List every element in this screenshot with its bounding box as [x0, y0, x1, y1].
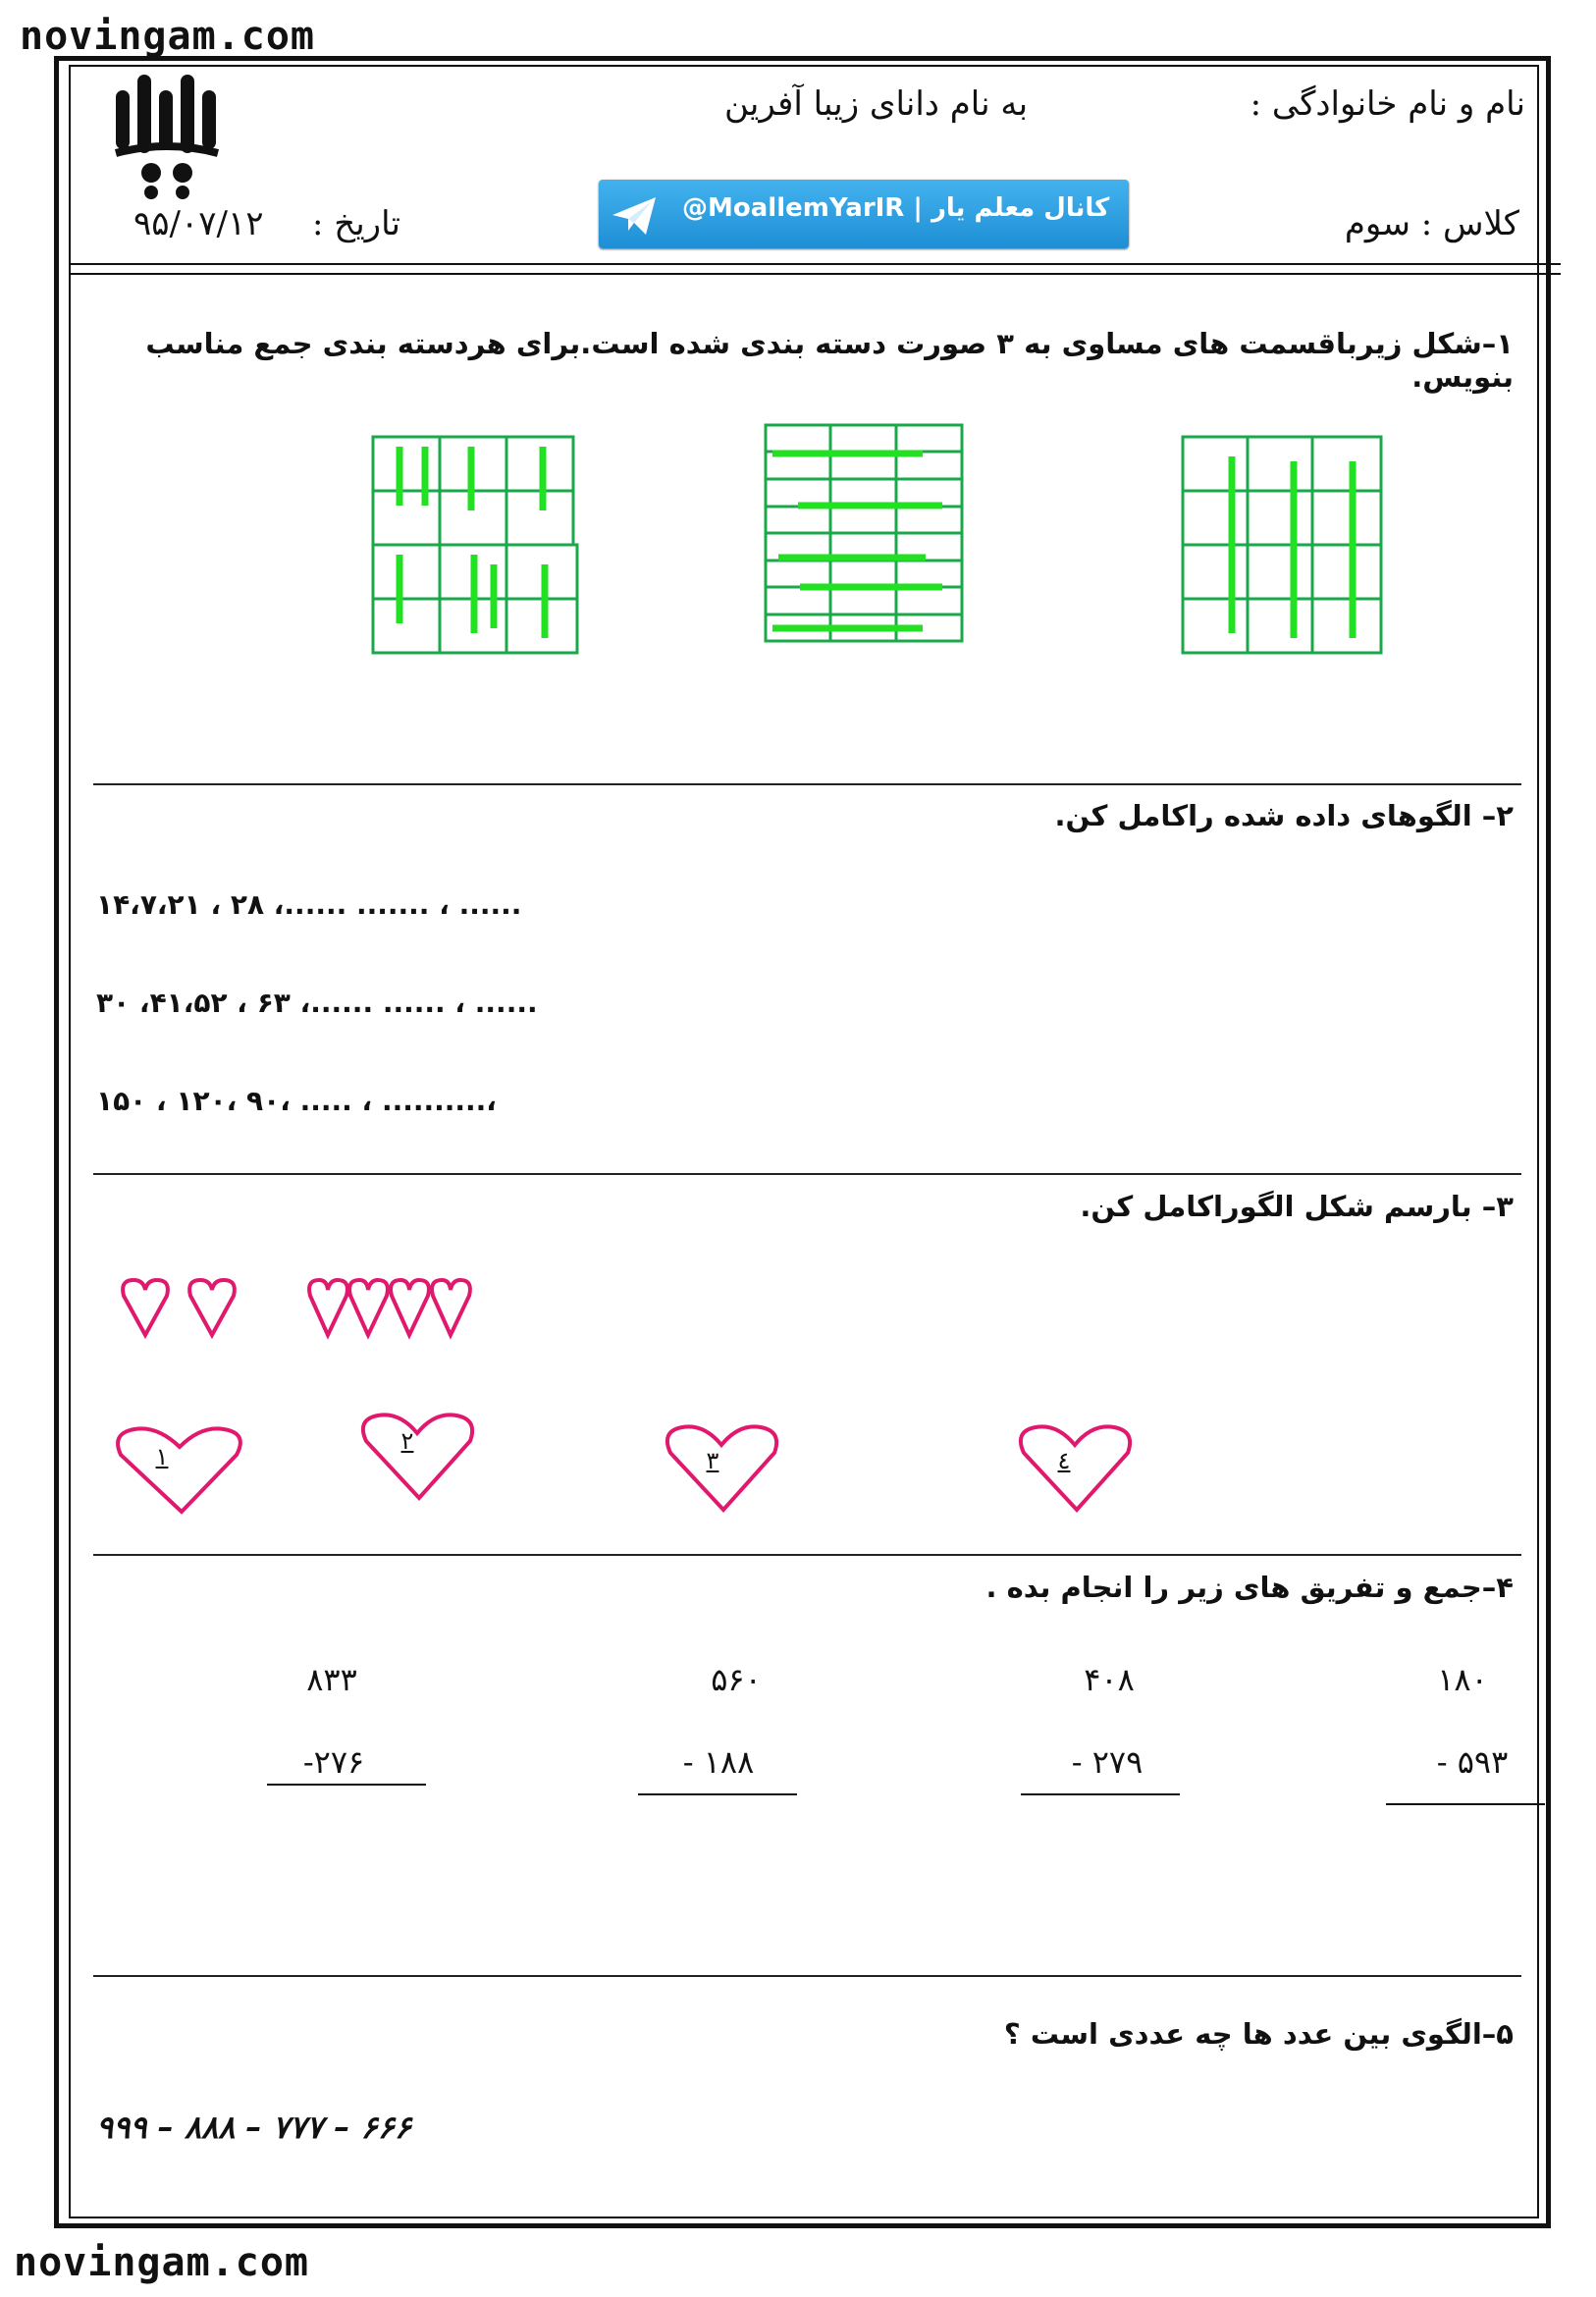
name-label: نام و نام خانوادگی :	[1250, 84, 1525, 124]
header-divider	[69, 263, 1561, 265]
problem-4-bottom: -۲۷۶	[302, 1743, 365, 1781]
class-label: کلاس : سوم	[1344, 204, 1519, 243]
telegram-plane-icon	[599, 180, 667, 248]
small-hearts-pair	[116, 1274, 243, 1347]
heart-label-1: ۱	[155, 1443, 169, 1470]
heart-label-3: ۳	[706, 1447, 719, 1474]
date-value: ۹۵/۰۷/۱۲	[133, 204, 264, 243]
banner-text: @MoallemYarIR | کانال معلم یار	[682, 193, 1110, 223]
section-divider-1	[93, 783, 1521, 785]
problem-1-line	[1386, 1803, 1545, 1805]
numbered-heart-2	[358, 1412, 476, 1509]
question-5-text: ۵–الگوی بین عدد ها چه عددی است ؟	[1003, 2017, 1514, 2051]
problem-1-bottom: - ۵۹۳	[1436, 1743, 1509, 1781]
problem-4-top: ۸۳۳	[306, 1661, 357, 1698]
problem-3-line	[638, 1793, 797, 1795]
page-title: به نام دانای زیبا آفرین	[724, 84, 1029, 124]
problem-2-bottom: - ۲۷۹	[1071, 1743, 1144, 1781]
grid-figure-middle	[761, 420, 967, 650]
grid-figure-right	[1178, 432, 1394, 662]
heart-label-2: ۲	[400, 1427, 414, 1455]
question-2-text: ۲– الگوهای داده شده راکامل کن.	[1054, 799, 1514, 832]
problem-1-top: ۱۸۰	[1437, 1661, 1488, 1698]
question-3-text: ۳– بارسم شکل الگوراکامل کن.	[1080, 1190, 1514, 1223]
question-4-text: ۴–جمع و تفریق های زیر را انجام بده .	[985, 1571, 1514, 1604]
logo-icon	[108, 71, 226, 200]
section-divider-4	[93, 1975, 1521, 1977]
small-hearts-four	[306, 1274, 478, 1347]
heart-label-4: ٤	[1057, 1447, 1071, 1474]
numbered-heart-4	[1016, 1423, 1134, 1521]
telegram-banner[interactable]	[599, 180, 1129, 248]
problem-4-line	[267, 1784, 426, 1786]
date-label: تاریخ :	[312, 204, 400, 243]
watermark-top: novingam.com	[20, 14, 315, 59]
header-divider-2	[69, 273, 1561, 275]
section-divider-2	[93, 1173, 1521, 1175]
grid-figure-left	[368, 432, 584, 662]
problem-2-line	[1021, 1793, 1180, 1795]
pattern-row-1: ۱۴،۷،۲۱ ، ۲۸ ،...... ....... ، ......	[96, 888, 522, 921]
section-divider-3	[93, 1554, 1521, 1556]
question-1-text: ۱–شکل زیرباقسمت های مساوی به ۳ صورت دسته بندی شده است.برای هردسته بندی جمع مناسب بنویس.	[145, 327, 1514, 394]
problem-3-top: ۵۶۰	[711, 1661, 762, 1698]
pattern-row-2: ۳۰ ،۴۱،۵۲ ، ۶۳ ،...... ...... ، ......	[96, 987, 538, 1019]
pattern-row-3: ۱۵۰ ، ۱۲۰، ۹۰، ..... ، ..........،	[96, 1085, 497, 1117]
problem-3-bottom: - ۱۸۸	[682, 1743, 755, 1781]
numbered-heart-1	[113, 1423, 245, 1521]
problem-2-top: ۴۰۸	[1084, 1661, 1135, 1698]
watermark-bottom: novingam.com	[14, 2240, 309, 2285]
number-sequence: ۹۹۹ – ۸۸۸ – ۷۷۷ – ۶۶۶	[96, 2109, 412, 2146]
